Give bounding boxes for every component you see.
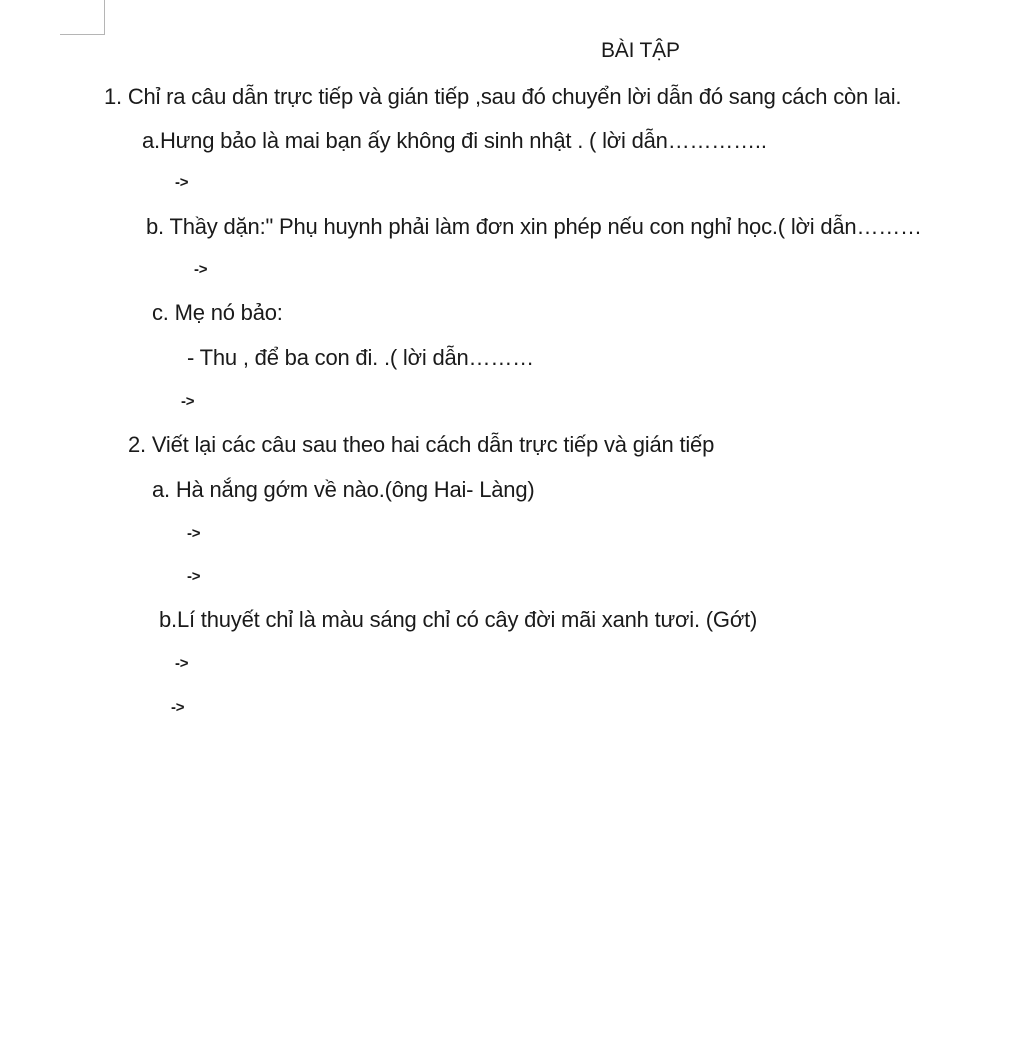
question-1c-quote: - Thu , để ba con đi. .( lời dẫn……… [187,345,534,370]
question-2a-arrow-2: -> [187,568,201,585]
question-1c-text: c. Mẹ nó bảo: [152,300,283,325]
question-2a-text: a. Hà nắng gớm về nào.(ông Hai- Làng) [152,477,535,502]
question-2b-arrow-2: -> [171,699,185,716]
question-2b-text: b.Lí thuyết chỉ là màu sáng chỉ có cây đời mãi xanh tươi. (Gớt) [159,607,758,632]
question-2b-arrow-1: -> [175,655,189,672]
question-2a-arrow-1: -> [187,525,201,542]
question-1b-text: b. Thầy dặn:" Phụ huynh phải làm đơn xin phép nếu con nghỉ học.( lời dẫn……… [146,214,922,239]
page-corner-mark [60,0,105,35]
document-title: BÀI TẬP [601,39,680,62]
question-1c-arrow: -> [181,393,195,410]
question-1b-arrow: -> [194,261,208,278]
question-1a-text: a.Hưng bảo là mai bạn ấy không đi sinh nhật . ( lời dẫn………….. [142,128,767,153]
question-1-text: 1. Chỉ ra câu dẫn trực tiếp và gián tiếp ,sau đó chuyển lời dẫn đó sang cách còn lai. [104,84,902,109]
question-2-text: 2. Viết lại các câu sau theo hai cách dẫn trực tiếp và gián tiếp [128,432,715,457]
question-1a-arrow: -> [175,174,189,191]
